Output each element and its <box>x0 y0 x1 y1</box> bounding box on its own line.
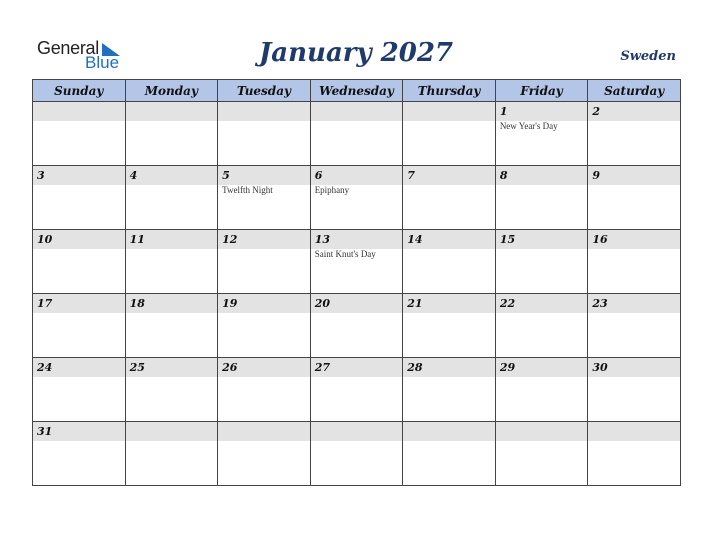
day-number: 2 <box>592 105 601 118</box>
day-cell <box>495 422 588 486</box>
day-cell <box>33 166 126 230</box>
day-number: 1 <box>499 105 508 118</box>
day-number: 23 <box>592 297 608 310</box>
day-cell <box>125 166 218 230</box>
day-cell <box>588 102 681 166</box>
day-cell <box>33 294 126 358</box>
day-cell <box>403 358 496 422</box>
country-label: Sweden <box>620 49 676 64</box>
day-number-bar <box>33 230 125 249</box>
day-number-bar <box>311 294 403 313</box>
logo-general-text: General <box>37 38 99 58</box>
weekday-header-row <box>33 80 681 102</box>
day-number-bar <box>403 294 495 313</box>
day-cell <box>218 230 311 294</box>
week-row <box>33 230 681 294</box>
day-number-bar <box>403 102 495 121</box>
day-number-bar <box>588 294 680 313</box>
day-number-bar <box>403 422 495 441</box>
day-number-bar <box>496 422 588 441</box>
week-row <box>33 166 681 230</box>
day-number: 25 <box>129 361 145 374</box>
day-number: 21 <box>407 297 423 310</box>
day-cell <box>218 102 311 166</box>
calendar-title: January 2027 <box>258 38 454 68</box>
day-cell <box>403 230 496 294</box>
day-cell <box>310 102 403 166</box>
day-number: 27 <box>314 361 330 374</box>
day-number: 22 <box>499 297 516 310</box>
day-number: 13 <box>314 233 330 246</box>
day-number-bar <box>126 358 218 377</box>
day-number-bar <box>496 102 588 121</box>
day-cell <box>403 422 496 486</box>
day-number-bar <box>218 102 310 121</box>
day-cell <box>125 358 218 422</box>
day-number: 5 <box>222 169 230 182</box>
day-number: 20 <box>314 297 330 310</box>
day-number-bar <box>496 166 588 185</box>
day-number: 15 <box>499 233 516 246</box>
day-cell <box>310 422 403 486</box>
day-number-bar <box>218 166 310 185</box>
day-number-bar <box>126 422 218 441</box>
day-cell <box>33 422 126 486</box>
day-cell <box>403 294 496 358</box>
holiday-label: New Year's Day <box>499 121 558 131</box>
day-number: 17 <box>37 297 53 310</box>
day-cell <box>588 422 681 486</box>
day-number-bar <box>496 294 588 313</box>
day-cell <box>310 294 403 358</box>
day-cell <box>218 358 311 422</box>
day-number: 9 <box>592 169 601 182</box>
day-cell <box>310 166 403 230</box>
day-cell <box>588 230 681 294</box>
day-number: 24 <box>37 361 53 374</box>
day-number: 7 <box>407 169 415 182</box>
day-number: 18 <box>129 297 145 310</box>
day-cell <box>495 102 588 166</box>
day-number-bar <box>311 166 403 185</box>
day-number-bar <box>588 358 680 377</box>
day-number-bar <box>218 358 310 377</box>
day-cell <box>125 422 218 486</box>
day-cell <box>495 358 588 422</box>
day-number-bar <box>33 102 125 121</box>
day-cell <box>495 294 588 358</box>
weekday-friday: Friday <box>495 80 588 102</box>
logo-blue-text: Blue <box>85 53 120 72</box>
day-number: 6 <box>314 169 323 182</box>
day-cell <box>125 294 218 358</box>
day-number-bar <box>126 102 218 121</box>
day-number-bar <box>403 166 495 185</box>
day-cell <box>588 166 681 230</box>
day-number-bar <box>496 230 588 249</box>
day-number-bar <box>33 358 125 377</box>
day-number-bar <box>33 166 125 185</box>
day-number-bar <box>311 358 403 377</box>
day-cell <box>218 422 311 486</box>
day-number: 29 <box>499 361 516 374</box>
day-number: 3 <box>37 169 45 182</box>
day-number-bar <box>126 166 218 185</box>
weekday-saturday: Saturday <box>588 80 681 102</box>
day-number: 30 <box>592 361 608 374</box>
day-cell <box>218 294 311 358</box>
day-number: 12 <box>222 233 238 246</box>
day-cell <box>403 166 496 230</box>
day-number: 11 <box>129 233 145 246</box>
day-number: 31 <box>37 425 53 438</box>
week-row <box>33 358 681 422</box>
day-number-bar <box>311 102 403 121</box>
holiday-label: Saint Knut's Day <box>314 249 376 259</box>
day-number: 4 <box>129 169 138 182</box>
day-cell <box>33 358 126 422</box>
day-number-bar <box>403 358 495 377</box>
weekday-sunday: Sunday <box>33 80 126 102</box>
week-row <box>33 422 681 486</box>
day-cell <box>588 294 681 358</box>
day-number-bar <box>126 230 218 249</box>
calendar-grid <box>32 79 681 486</box>
day-cell <box>588 358 681 422</box>
day-number-bar <box>33 422 125 441</box>
day-cell <box>495 166 588 230</box>
day-number-bar <box>218 422 310 441</box>
holiday-label: Epiphany <box>314 185 350 195</box>
day-number: 26 <box>222 361 238 374</box>
day-number-bar <box>33 294 125 313</box>
day-number-bar <box>218 230 310 249</box>
weekday-tuesday: Tuesday <box>218 80 311 102</box>
day-number: 28 <box>407 361 423 374</box>
day-number-bar <box>311 230 403 249</box>
week-row <box>33 102 681 166</box>
day-cell <box>125 230 218 294</box>
day-number-bar <box>218 294 310 313</box>
day-cell <box>310 358 403 422</box>
day-number: 14 <box>407 233 423 246</box>
day-cell <box>33 230 126 294</box>
day-number: 19 <box>222 297 238 310</box>
day-cell <box>33 102 126 166</box>
holiday-label: Twelfth Night <box>222 185 273 195</box>
weekday-wednesday: Wednesday <box>310 80 403 102</box>
day-number: 8 <box>499 169 508 182</box>
day-number-bar <box>311 422 403 441</box>
day-number: 16 <box>592 233 608 246</box>
day-cell <box>403 102 496 166</box>
day-number-bar <box>588 230 680 249</box>
day-number-bar <box>588 166 680 185</box>
day-cell <box>310 230 403 294</box>
day-number-bar <box>588 422 680 441</box>
day-cell <box>125 102 218 166</box>
day-number-bar <box>126 294 218 313</box>
day-number-bar <box>403 230 495 249</box>
day-cell <box>495 230 588 294</box>
day-number: 10 <box>37 233 53 246</box>
weekday-monday: Monday <box>125 80 218 102</box>
week-row <box>33 294 681 358</box>
day-number-bar <box>588 102 680 121</box>
day-number-bar <box>496 358 588 377</box>
day-cell <box>218 166 311 230</box>
weekday-thursday: Thursday <box>403 80 496 102</box>
